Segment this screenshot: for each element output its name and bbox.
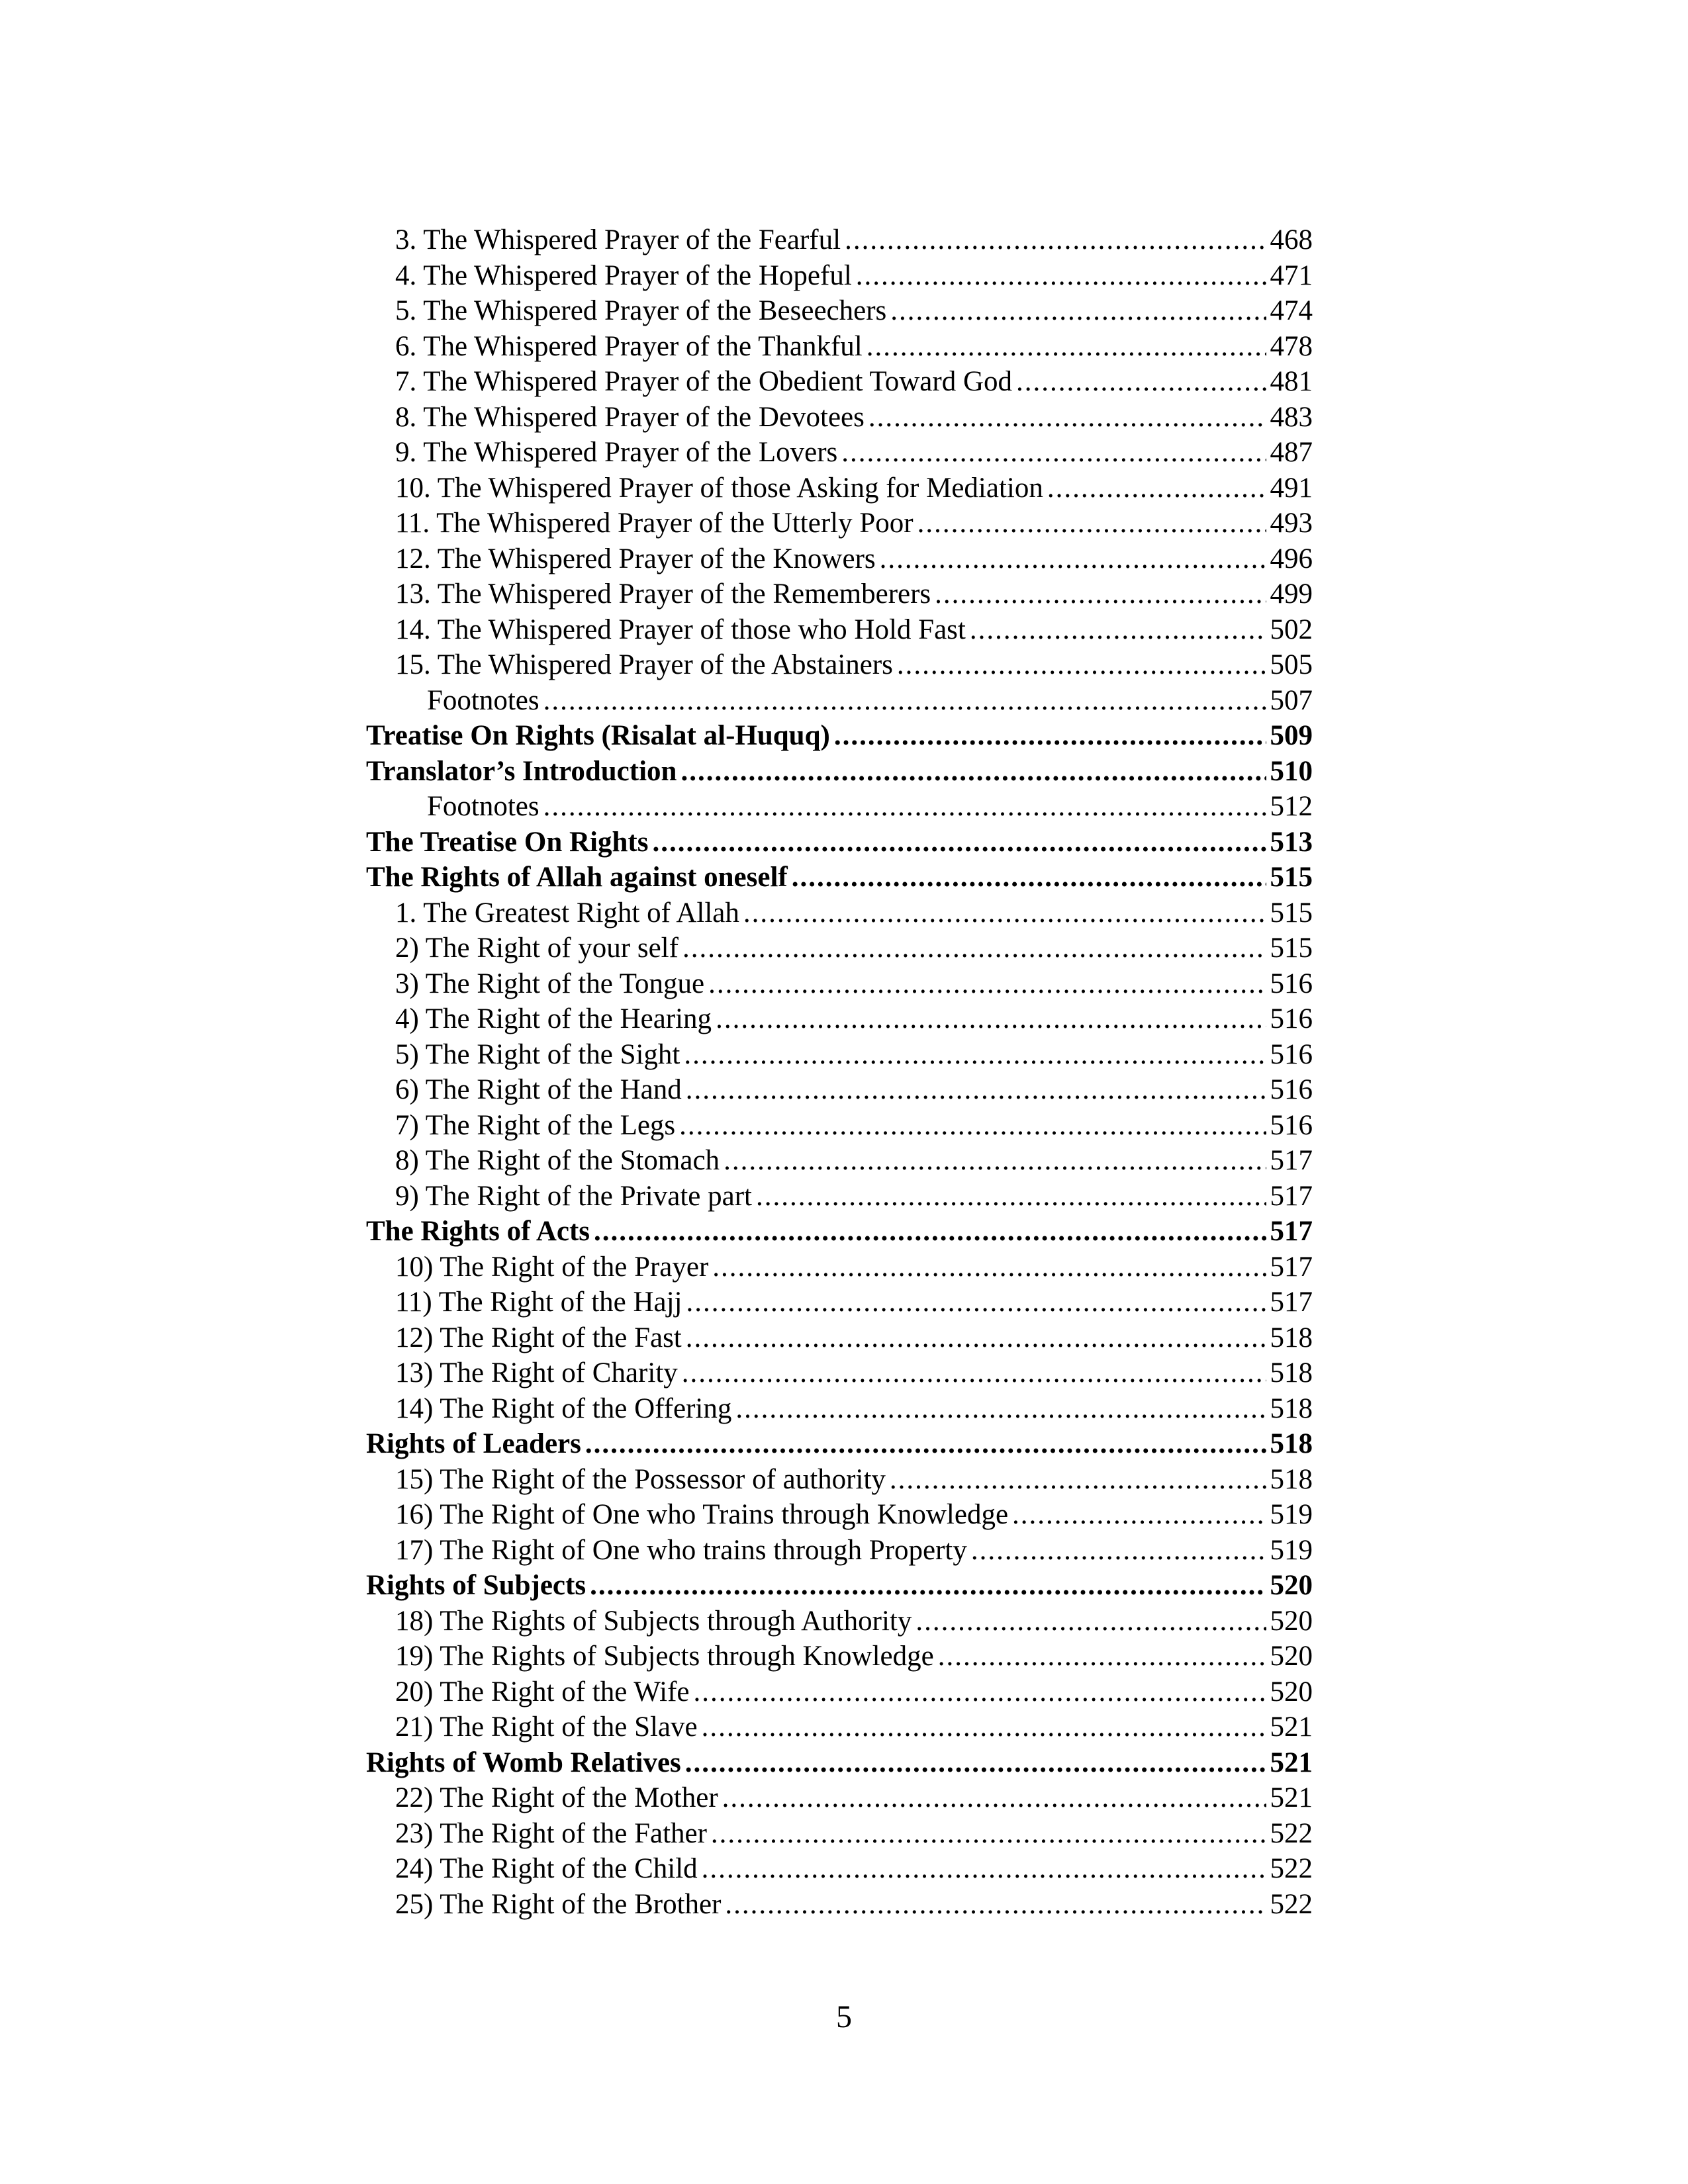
toc-section-heading[interactable] bbox=[366, 825, 1313, 860]
dot-leader bbox=[1016, 364, 1266, 400]
toc-entry-page: 487 bbox=[1270, 437, 1313, 468]
toc-entry[interactable] bbox=[366, 1604, 1313, 1639]
toc-entry-page: 474 bbox=[1270, 295, 1313, 326]
toc-section-heading[interactable] bbox=[366, 860, 1313, 895]
table-of-contents bbox=[366, 222, 1313, 1922]
toc-entry-title: Rights of Womb Relatives bbox=[366, 1747, 681, 1778]
toc-entry[interactable] bbox=[366, 1143, 1313, 1179]
toc-entry-title: 9. The Whispered Prayer of the Lovers bbox=[395, 437, 838, 468]
toc-entry[interactable] bbox=[366, 1108, 1313, 1144]
toc-entry-title: 16) The Right of One who Trains through Knowledge bbox=[395, 1499, 1009, 1530]
toc-entry-page: 515 bbox=[1270, 933, 1313, 964]
dot-leader bbox=[743, 895, 1266, 931]
toc-entry-title: Footnotes bbox=[427, 684, 539, 716]
toc-entry[interactable] bbox=[366, 683, 1313, 719]
dot-leader bbox=[834, 718, 1266, 754]
toc-entry-page: 520 bbox=[1270, 1570, 1313, 1601]
toc-entry[interactable] bbox=[366, 1851, 1313, 1887]
toc-entry-page: 513 bbox=[1270, 826, 1313, 858]
dot-leader bbox=[686, 1320, 1266, 1356]
toc-entry-page: 518 bbox=[1270, 1392, 1313, 1424]
toc-entry-title: Treatise On Rights (Risalat al-Huquq) bbox=[366, 720, 830, 751]
toc-entry-title: 17) The Right of One who trains through Property bbox=[395, 1534, 967, 1566]
toc-section-heading[interactable] bbox=[366, 1426, 1313, 1462]
toc-entry-page: 517 bbox=[1270, 1145, 1313, 1176]
toc-entry[interactable] bbox=[366, 364, 1313, 400]
toc-entry-title: 3) The Right of the Tongue bbox=[395, 968, 705, 999]
dot-leader bbox=[685, 1745, 1266, 1781]
toc-entry-page: 510 bbox=[1270, 755, 1313, 787]
toc-entry[interactable] bbox=[366, 1391, 1313, 1427]
toc-entry-title: 14) The Right of the Offering bbox=[395, 1392, 732, 1424]
dot-leader bbox=[694, 1674, 1266, 1710]
toc-entry-title: 6) The Right of the Hand bbox=[395, 1074, 682, 1105]
toc-entry-page: 519 bbox=[1270, 1534, 1313, 1566]
dot-leader bbox=[735, 1391, 1266, 1427]
toc-entry-page: 517 bbox=[1270, 1216, 1313, 1247]
toc-entry[interactable] bbox=[366, 222, 1313, 258]
toc-entry[interactable] bbox=[366, 1462, 1313, 1498]
toc-entry-page: 521 bbox=[1270, 1711, 1313, 1743]
toc-entry[interactable] bbox=[366, 1709, 1313, 1745]
toc-entry-page: 522 bbox=[1270, 1853, 1313, 1884]
dot-leader bbox=[1012, 1497, 1266, 1533]
toc-entry-page: 509 bbox=[1270, 720, 1313, 751]
toc-entry-title: 12) The Right of the Fast bbox=[395, 1322, 682, 1353]
toc-entry-page: 481 bbox=[1270, 366, 1313, 397]
toc-entry-title: Translator’s Introduction bbox=[366, 755, 677, 787]
toc-entry-title: 25) The Right of the Brother bbox=[395, 1888, 722, 1920]
dot-leader bbox=[725, 1887, 1266, 1923]
toc-entry[interactable] bbox=[366, 435, 1313, 471]
toc-section-heading[interactable] bbox=[366, 1568, 1313, 1604]
toc-entry-title: 5) The Right of the Sight bbox=[395, 1038, 680, 1070]
toc-entry-title: 5. The Whispered Prayer of the Beseechers bbox=[395, 295, 887, 326]
dot-leader bbox=[711, 1816, 1266, 1852]
toc-entry-page: 491 bbox=[1270, 472, 1313, 504]
toc-entry[interactable] bbox=[366, 1072, 1313, 1108]
toc-entry-title: 8. The Whispered Prayer of the Devotees bbox=[395, 401, 865, 433]
toc-entry-page: 512 bbox=[1270, 791, 1313, 822]
toc-entry[interactable] bbox=[366, 1887, 1313, 1923]
dot-leader bbox=[845, 222, 1266, 258]
toc-entry[interactable] bbox=[366, 506, 1313, 541]
toc-entry-title: 11. The Whispered Prayer of the Utterly Poor bbox=[395, 508, 914, 539]
toc-section-heading[interactable] bbox=[366, 1214, 1313, 1250]
dot-leader bbox=[756, 1179, 1266, 1214]
toc-entry-page: 499 bbox=[1270, 578, 1313, 610]
toc-entry-page: 468 bbox=[1270, 224, 1313, 255]
toc-entry[interactable] bbox=[366, 1179, 1313, 1214]
dot-leader bbox=[702, 1851, 1266, 1887]
dot-leader bbox=[890, 1462, 1266, 1498]
toc-entry-page: 505 bbox=[1270, 649, 1313, 680]
dot-leader bbox=[890, 293, 1266, 329]
dot-leader bbox=[679, 1108, 1266, 1144]
dot-leader bbox=[590, 1568, 1266, 1604]
toc-entry[interactable] bbox=[366, 612, 1313, 648]
toc-entry-title: 21) The Right of the Slave bbox=[395, 1711, 698, 1743]
toc-entry-title: 11) The Right of the Hajj bbox=[395, 1287, 682, 1318]
toc-entry-title: 18) The Rights of Subjects through Authority bbox=[395, 1605, 912, 1637]
page-number: 5 bbox=[836, 1999, 852, 2034]
toc-entry-page: 516 bbox=[1270, 1038, 1313, 1070]
dot-leader bbox=[594, 1214, 1266, 1250]
dot-leader bbox=[716, 1001, 1266, 1037]
dot-leader bbox=[880, 541, 1266, 577]
toc-entry-page: 522 bbox=[1270, 1817, 1313, 1849]
dot-leader bbox=[543, 683, 1266, 719]
toc-entry[interactable] bbox=[366, 1250, 1313, 1285]
toc-entry-page: 478 bbox=[1270, 330, 1313, 362]
toc-entry-title: Footnotes bbox=[427, 791, 539, 822]
toc-entry[interactable] bbox=[366, 966, 1313, 1002]
toc-entry-page: 517 bbox=[1270, 1180, 1313, 1212]
toc-entry-title: 24) The Right of the Child bbox=[395, 1853, 698, 1884]
dot-leader bbox=[792, 860, 1266, 895]
toc-entry-title: 3. The Whispered Prayer of the Fearful bbox=[395, 224, 841, 255]
toc-entry[interactable] bbox=[366, 293, 1313, 329]
toc-entry-title: Rights of Leaders bbox=[366, 1428, 581, 1459]
dot-leader bbox=[867, 329, 1266, 365]
toc-entry-title: 7) The Right of the Legs bbox=[395, 1109, 676, 1141]
toc-entry-page: 520 bbox=[1270, 1676, 1313, 1707]
toc-entry-title: 20) The Right of the Wife bbox=[395, 1676, 690, 1707]
dot-leader bbox=[652, 825, 1266, 860]
dot-leader bbox=[915, 1604, 1266, 1639]
toc-entry-page: 517 bbox=[1270, 1287, 1313, 1318]
toc-entry-title: 7. The Whispered Prayer of the Obedient Toward God bbox=[395, 366, 1012, 397]
dot-leader bbox=[856, 258, 1266, 294]
dot-leader bbox=[684, 1037, 1266, 1073]
toc-entry-title: Rights of Subjects bbox=[366, 1570, 586, 1601]
toc-section-heading[interactable] bbox=[366, 754, 1313, 790]
toc-entry-page: 502 bbox=[1270, 614, 1313, 645]
toc-entry-page: 493 bbox=[1270, 508, 1313, 539]
toc-entry-page: 518 bbox=[1270, 1428, 1313, 1459]
toc-entry[interactable] bbox=[366, 258, 1313, 294]
dot-leader bbox=[970, 612, 1266, 648]
dot-leader bbox=[971, 1533, 1266, 1569]
dot-leader bbox=[686, 1072, 1266, 1108]
toc-entry-title: 4. The Whispered Prayer of the Hopeful bbox=[395, 259, 852, 291]
toc-entry-page: 519 bbox=[1270, 1499, 1313, 1530]
toc-entry[interactable] bbox=[366, 1674, 1313, 1710]
toc-entry[interactable] bbox=[366, 1816, 1313, 1852]
toc-entry-page: 483 bbox=[1270, 401, 1313, 433]
toc-entry-title: 22) The Right of the Mother bbox=[395, 1782, 718, 1813]
toc-entry[interactable] bbox=[366, 647, 1313, 683]
toc-entry[interactable] bbox=[366, 471, 1313, 506]
toc-entry-title: The Treatise On Rights bbox=[366, 826, 649, 858]
toc-entry-title: 15) The Right of the Possessor of authority bbox=[395, 1463, 886, 1495]
dot-leader bbox=[680, 754, 1266, 790]
dot-leader bbox=[686, 1285, 1266, 1320]
toc-entry-page: 517 bbox=[1270, 1251, 1313, 1283]
toc-entry-page: 516 bbox=[1270, 1109, 1313, 1141]
dot-leader bbox=[1047, 471, 1266, 506]
toc-entry[interactable] bbox=[366, 400, 1313, 435]
toc-entry-title: 12. The Whispered Prayer of the Knowers bbox=[395, 543, 876, 574]
toc-entry-title: 8) The Right of the Stomach bbox=[395, 1145, 720, 1176]
toc-entry-title: 13. The Whispered Prayer of the Rememberers bbox=[395, 578, 931, 610]
toc-entry-title: 23) The Right of the Father bbox=[395, 1817, 707, 1849]
toc-entry-page: 518 bbox=[1270, 1463, 1313, 1495]
toc-entry-page: 520 bbox=[1270, 1605, 1313, 1637]
toc-entry-title: 6. The Whispered Prayer of the Thankful bbox=[395, 330, 863, 362]
toc-entry-page: 515 bbox=[1270, 897, 1313, 929]
dot-leader bbox=[702, 1709, 1266, 1745]
toc-entry[interactable] bbox=[366, 1639, 1313, 1674]
toc-entry-title: 1. The Greatest Right of Allah bbox=[395, 897, 739, 929]
toc-entry[interactable] bbox=[366, 541, 1313, 577]
toc-entry-title: 14. The Whispered Prayer of those who Hold Fast bbox=[395, 614, 966, 645]
dot-leader bbox=[712, 1250, 1266, 1285]
toc-entry[interactable] bbox=[366, 895, 1313, 931]
dot-leader bbox=[917, 506, 1266, 541]
dot-leader bbox=[682, 1355, 1266, 1391]
toc-entry-page: 507 bbox=[1270, 684, 1313, 716]
toc-entry-title: 15. The Whispered Prayer of the Abstainers bbox=[395, 649, 893, 680]
dot-leader bbox=[543, 789, 1266, 825]
dot-leader bbox=[841, 435, 1266, 471]
toc-entry-title: 10) The Right of the Prayer bbox=[395, 1251, 709, 1283]
toc-entry[interactable] bbox=[366, 1355, 1313, 1391]
toc-entry[interactable] bbox=[366, 1533, 1313, 1569]
toc-entry-page: 516 bbox=[1270, 1003, 1313, 1034]
toc-entry-page: 518 bbox=[1270, 1357, 1313, 1388]
toc-entry-title: 2) The Right of your self bbox=[395, 933, 679, 964]
toc-entry-title: 10. The Whispered Prayer of those Asking for Mediation bbox=[395, 472, 1043, 504]
dot-leader bbox=[682, 931, 1266, 966]
toc-entry-page: 520 bbox=[1270, 1641, 1313, 1672]
toc-entry-title: 9) The Right of the Private part bbox=[395, 1180, 752, 1212]
dot-leader bbox=[935, 576, 1266, 612]
toc-entry-page: 515 bbox=[1270, 862, 1313, 893]
toc-entry[interactable] bbox=[366, 931, 1313, 966]
toc-entry[interactable] bbox=[366, 1320, 1313, 1356]
dot-leader bbox=[585, 1426, 1266, 1462]
toc-entry-title: 19) The Rights of Subjects through Knowledge bbox=[395, 1641, 934, 1672]
toc-entry-title: The Rights of Acts bbox=[366, 1216, 590, 1247]
toc-entry[interactable] bbox=[366, 789, 1313, 825]
toc-entry[interactable] bbox=[366, 1037, 1313, 1073]
toc-entry-page: 496 bbox=[1270, 543, 1313, 574]
toc-entry[interactable] bbox=[366, 1001, 1313, 1037]
toc-entry-page: 516 bbox=[1270, 968, 1313, 999]
toc-entry-page: 521 bbox=[1270, 1747, 1313, 1778]
dot-leader bbox=[708, 966, 1266, 1002]
toc-entry[interactable] bbox=[366, 329, 1313, 365]
toc-entry-title: 4) The Right of the Hearing bbox=[395, 1003, 712, 1034]
dot-leader bbox=[724, 1143, 1266, 1179]
toc-section-heading[interactable] bbox=[366, 718, 1313, 754]
toc-entry[interactable] bbox=[366, 1780, 1313, 1816]
toc-entry-title: The Rights of Allah against oneself bbox=[366, 862, 788, 893]
toc-entry-page: 522 bbox=[1270, 1888, 1313, 1920]
dot-leader bbox=[938, 1639, 1266, 1674]
dot-leader bbox=[722, 1780, 1266, 1816]
dot-leader bbox=[868, 400, 1266, 435]
toc-entry-page: 521 bbox=[1270, 1782, 1313, 1813]
toc-section-heading[interactable] bbox=[366, 1745, 1313, 1781]
toc-entry[interactable] bbox=[366, 1285, 1313, 1320]
toc-entry-page: 516 bbox=[1270, 1074, 1313, 1105]
toc-entry-page: 518 bbox=[1270, 1322, 1313, 1353]
toc-entry-page: 471 bbox=[1270, 259, 1313, 291]
toc-entry-title: 13) The Right of Charity bbox=[395, 1357, 678, 1388]
dot-leader bbox=[897, 647, 1266, 683]
toc-entry[interactable] bbox=[366, 576, 1313, 612]
toc-entry[interactable] bbox=[366, 1497, 1313, 1533]
